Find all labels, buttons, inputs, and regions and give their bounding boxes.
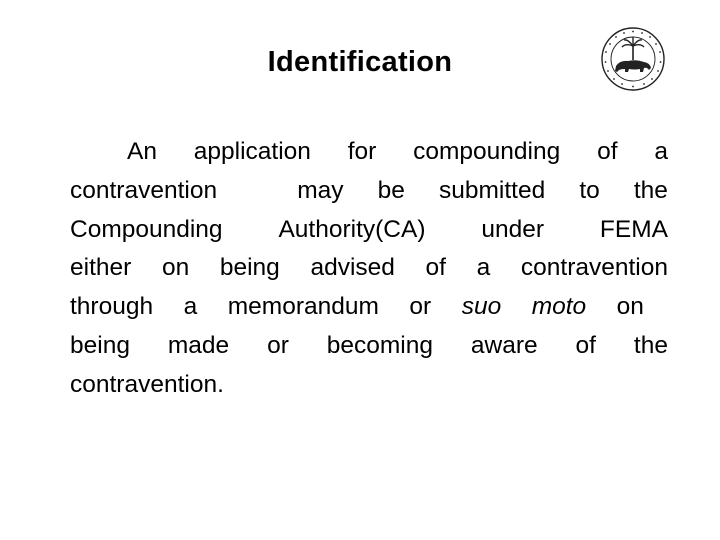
word: a bbox=[476, 254, 491, 282]
word: on bbox=[161, 254, 190, 282]
word: under bbox=[481, 215, 545, 243]
word: either bbox=[70, 254, 132, 282]
word: contravention. bbox=[70, 370, 224, 398]
word: for bbox=[347, 138, 377, 165]
paragraph-line-4 bbox=[70, 249, 668, 288]
word: of bbox=[425, 254, 446, 282]
word: contravention bbox=[70, 176, 218, 204]
word: Authority(CA) bbox=[278, 215, 426, 243]
word: be bbox=[377, 176, 405, 204]
paragraph-line-5 bbox=[70, 288, 668, 327]
paragraph-line-6 bbox=[70, 327, 668, 366]
word: advised bbox=[310, 254, 395, 282]
word: or bbox=[267, 331, 289, 359]
word: a bbox=[654, 138, 668, 165]
word: of bbox=[597, 138, 618, 165]
word-italic: moto bbox=[531, 293, 587, 321]
paragraph-line-2 bbox=[70, 172, 668, 211]
word: FEMA bbox=[599, 215, 668, 243]
paragraph-line-7 bbox=[70, 366, 668, 405]
word: or bbox=[409, 293, 432, 321]
word: to bbox=[579, 176, 600, 204]
word: of bbox=[575, 331, 596, 359]
word: aware bbox=[470, 331, 538, 359]
word: submitted bbox=[439, 176, 546, 204]
slide-title: Identification bbox=[267, 46, 453, 78]
word-italic: suo bbox=[461, 293, 502, 321]
word: becoming bbox=[326, 331, 433, 359]
word: made bbox=[167, 331, 230, 359]
word: compounding bbox=[413, 138, 561, 165]
word: contravention bbox=[520, 254, 668, 282]
paragraph-line-3 bbox=[70, 211, 668, 250]
paragraph-line-1 bbox=[70, 133, 668, 172]
word: Compounding bbox=[70, 215, 223, 243]
word: An bbox=[127, 138, 157, 165]
word: the bbox=[633, 331, 668, 359]
word: being bbox=[70, 331, 130, 359]
word: the bbox=[633, 176, 668, 204]
seal-icon bbox=[598, 26, 668, 92]
word: application bbox=[193, 138, 311, 165]
word: may bbox=[297, 176, 344, 204]
word: memorandum bbox=[227, 293, 379, 321]
word: being bbox=[219, 254, 280, 282]
word: through bbox=[70, 293, 154, 321]
word: on bbox=[616, 293, 644, 321]
word: a bbox=[183, 293, 198, 321]
body-paragraph bbox=[70, 133, 668, 405]
